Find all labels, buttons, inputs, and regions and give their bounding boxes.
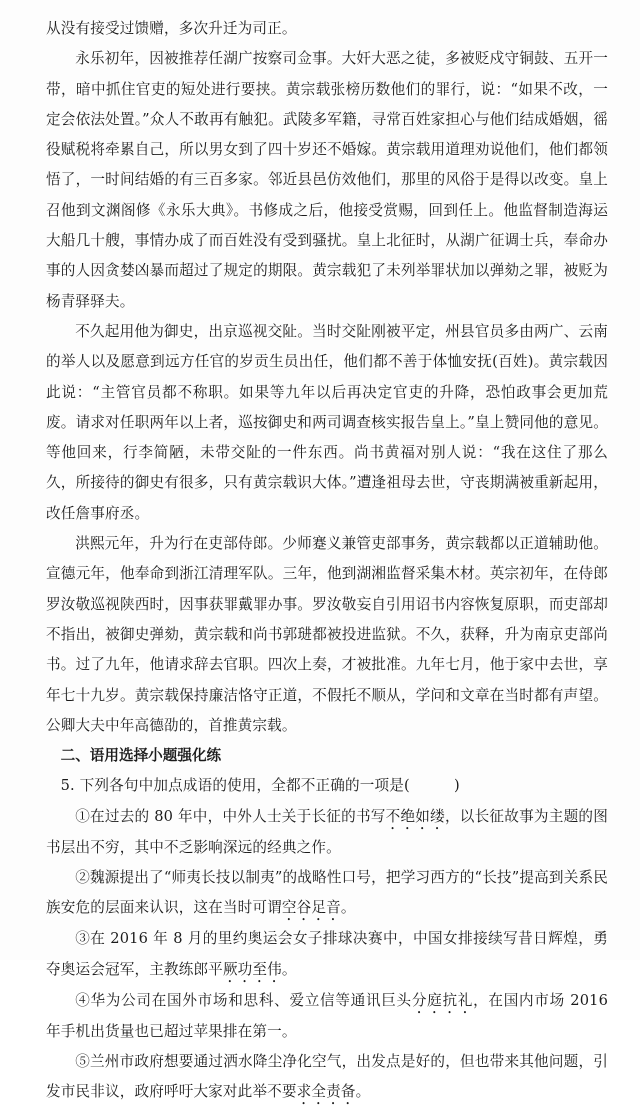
dotted-idiom: 分庭抗礼 — [411, 991, 474, 1009]
option-text-before: 在过去的 80 年中，中外人士关于长征的书写 — [90, 807, 386, 825]
option-3 — [46, 924, 608, 985]
paragraph-jiaozhi: 不久起用他为御史，出京巡视交阯。当时交阯刚被平定，州县官员多由两广、云南的举人以及愿意到远方任官的岁贡生员出任，他们都不善于体恤安抚(百姓)。黄宗载因此说：“主管官员都不称职。如果等九年以后再决定官吏的升降，恐怕政事会更加荒废。请求对任职两年以上者，巡按御史和两司调查核实报告皇上。”皇上赞同他的意见。等他回来，行李简陋，未带交阯的一件东西。尚书黄福对别人说：“我在这住了那么久，所接待的御史有很多，只有黄宗载识大体。”遭逢祖母去世，守丧期满被重新起用，改任詹事府丞。 — [46, 322, 608, 522]
option-marker: ⑤ — [75, 1052, 90, 1070]
paragraph-yongle: 永乐初年，因被推荐任湖广按察司佥事。大奸大恶之徒，多被贬戍守铜鼓、五开一带，暗中抓住官吏的短处进行要挟。黄宗载张榜历数他们的罪行，说：“如果不改，一定会依法处置。”众人不敢再有触犯。武陵多军籍，寻常百姓家担心与他们结成婚姻，徭役赋税将牵累自己，所以男女到了四十岁还不婚嫁。黄宗载用道理劝说他们，他们都领悟了，一时间结婚的有三百多家。邻近县邑仿效他们，那里的风俗于是得以改变。皇上召他到文渊阁修《永乐大典》。书修成之后，他接受赏赐，回到任上。他监督制造海运大船几十艘，事情办成了而百姓没有受到骚扰。皇上北征时，从湖广征调士兵，奉命办事的人因贪婪凶暴而超过了规定的期限。黄宗载犯了未列举罪状加以弹劾之罪，被贬为杨青驿驿夫。 — [46, 50, 608, 310]
question-text: 下列各句中加点成语的使用，全都不正确的一项是( — [79, 777, 410, 795]
option-text-before: 魏源提出了“师夷长技以制夷”的战略性口号，把学习西方的“长技”提高到关系民族安危的层面来认识，这在当时可谓 — [46, 869, 608, 917]
option-2 — [46, 863, 608, 924]
option-text-before: 兰州市政府想要通过洒水降尘净化空气，出发点是好的，但也带来其他问题，引发市民非议，政府呼吁大家对此举不要 — [46, 1052, 608, 1101]
option-marker: ② — [75, 869, 90, 887]
option-text-after: ，在国内市场 2016 年手机出货量也已超过苹果排在第一。 — [46, 991, 609, 1040]
dotted-idiom: 厥功至伟 — [222, 960, 282, 978]
option-4 — [46, 986, 608, 1047]
dotted-idiom: 求全责备 — [296, 1083, 356, 1101]
question-stem — [46, 771, 608, 801]
dotted-idiom: 空谷足音 — [281, 899, 341, 917]
paragraph-continuation: 从没有接受过馈赠，多次升迁为司正。 — [46, 20, 297, 37]
document-body — [46, 14, 608, 1108]
answer-blank — [410, 771, 454, 801]
option-marker: ① — [75, 807, 91, 825]
option-marker: ③ — [75, 930, 91, 948]
option-marker: ④ — [75, 991, 91, 1009]
option-text-after: 。 — [355, 1083, 371, 1101]
question-close-paren: ) — [453, 777, 460, 795]
question-number: 5. — [60, 777, 75, 795]
option-text-after: 。 — [281, 960, 297, 978]
option-text-before: 在 2016 年 8 月的里约奥运会女子排球决赛中，中国女排接续写昔日辉煌，勇夺奥运会冠军，主教练郎平 — [46, 930, 608, 978]
option-text-after: 。 — [340, 899, 356, 917]
paragraph-hongxi: 洪熙元年，升为行在吏部侍郎。少师蹇义兼管吏部事务，黄宗载都以正道辅助他。宣德元年，他奉命到浙江清理军队。三年，他到湖湘监督采集木材。英宗初年，在侍郎罗汝敬巡视陕西时，因事获罪戴罪办事。罗汝敬妄自引用诏书内容恢复原职，而吏部却不指出，被御史弹劾，黄宗载和尚书郭琎都被投进监狱。不久，获释，升为南京吏部尚书。过了九年，他请求辞去官职。四次上奏，才被批准。九年七月，他于家中去世，享年七十九岁。黄宗载保持廉洁恪守正道，不假托不顺从，学问和文章在当时都有声望。公卿大夫中年高德劭的，首推黄宗载。 — [46, 535, 608, 734]
option-text-before: 华为公司在国外市场和思科、爱立信等通讯巨头 — [90, 991, 412, 1009]
option-1 — [46, 802, 608, 863]
option-text-after: ，以长征故事为主题的图书层出不穷，其中不乏影响深远的经典之作。 — [46, 807, 608, 856]
section-title: 二、语用选择小题强化练 — [60, 747, 222, 765]
dotted-idiom: 不绝如缕 — [385, 807, 445, 825]
option-5 — [46, 1047, 608, 1108]
